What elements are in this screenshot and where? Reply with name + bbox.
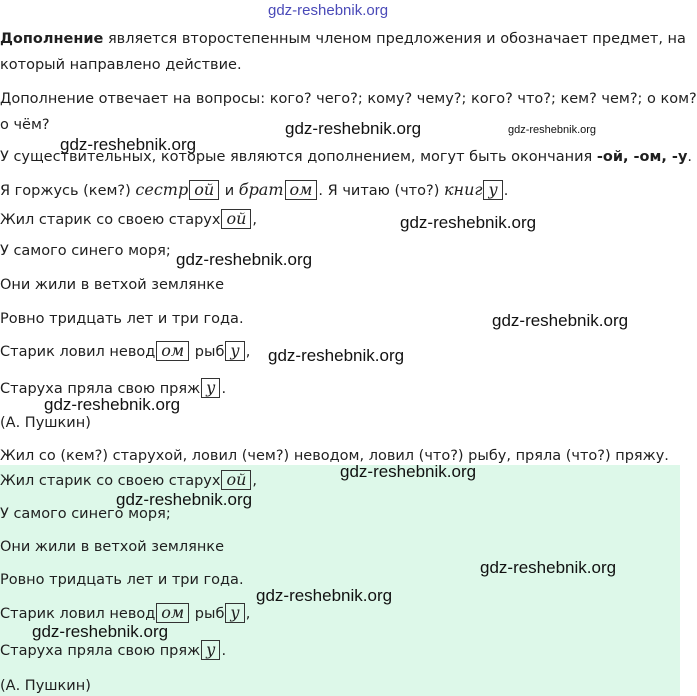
- ending-box: у: [225, 603, 244, 623]
- ending-box: у: [201, 640, 220, 660]
- poem-line: Они жили в ветхой землянке: [0, 277, 224, 293]
- poem-line: Жил старик со своею старух ой ,: [0, 209, 258, 228]
- ending-box: ом: [156, 603, 189, 623]
- poem-line: У самого синего моря;: [0, 243, 171, 259]
- poem-line: Ровно тридцать лет и три года.: [0, 311, 244, 327]
- watermark: gdz-reshebnik.org: [268, 2, 389, 19]
- ending-box: ом: [285, 180, 318, 200]
- endings-list: -ой, -ом, -у: [596, 149, 688, 165]
- watermark: gdz-reshebnik.org: [480, 558, 617, 577]
- poem-author: (А. Пушкин): [0, 678, 91, 694]
- analysis-line: Жил со (кем?) старухой, ловил (чем?) неводом, ловил (что?) рыбу, пряла (что?) пряжу.: [0, 448, 669, 464]
- poem-line: Они жили в ветхой землянке: [0, 539, 224, 555]
- ending-box: у: [225, 341, 244, 361]
- definition-line-1: Дополнение является второстепенным членом предложения и обозначает предмет, на: [0, 31, 686, 47]
- poem-line: Старуха пряла свою пряж у .: [0, 640, 227, 659]
- watermark: gdz-reshebnik.org: [268, 346, 405, 365]
- poem-author: (А. Пушкин): [0, 415, 91, 431]
- watermark: gdz-reshebnik.org: [285, 119, 422, 138]
- ending-box: у: [201, 378, 220, 398]
- watermark: gdz-reshebnik.org: [60, 135, 197, 154]
- watermark: gdz-reshebnik.org: [32, 622, 169, 641]
- ending-box: ой: [221, 209, 251, 229]
- watermark: gdz-reshebnik.org: [44, 395, 181, 414]
- poem-line: Старик ловил невод ом рыб у ,: [0, 603, 251, 622]
- ending-box: ом: [156, 341, 189, 361]
- watermark: gdz-reshebnik.org: [176, 250, 313, 269]
- definition-line-2: который направлено действие.: [0, 57, 242, 73]
- questions-line-1: Дополнение отвечает на вопросы: кого? чего?; кому? чему?; кого? что?; кем? чем?; о ком?: [0, 91, 697, 107]
- watermark: gdz-reshebnik.org: [508, 124, 597, 136]
- watermark: gdz-reshebnik.org: [400, 213, 537, 232]
- example-line: Я горжусь (кем?) сестр ой и брат ом . Я читаю (что?) книг у .: [0, 180, 509, 199]
- watermark: gdz-reshebnik.org: [340, 462, 477, 481]
- watermark: gdz-reshebnik.org: [492, 311, 629, 330]
- poem-line: Старик ловил невод ом рыб у ,: [0, 341, 251, 360]
- poem-line: Жил старик со своею старух ой ,: [0, 470, 258, 489]
- questions-line-2: о чём?: [0, 117, 50, 133]
- watermark: gdz-reshebnik.org: [116, 490, 253, 509]
- poem-line: У самого синего моря;: [0, 506, 171, 522]
- ending-box: ой: [221, 470, 251, 490]
- poem-line: Ровно тридцать лет и три года.: [0, 572, 244, 588]
- poem-line: Старуха пряла свою пряж у .: [0, 378, 227, 397]
- definition-term: Дополнение: [0, 31, 104, 47]
- ending-box: ой: [189, 180, 219, 200]
- ending-box: у: [483, 180, 502, 200]
- watermark: gdz-reshebnik.org: [256, 586, 393, 605]
- endings-line: У существительных, которые являются дополнением, могут быть окончания -ой, -ом, -у.: [0, 149, 693, 165]
